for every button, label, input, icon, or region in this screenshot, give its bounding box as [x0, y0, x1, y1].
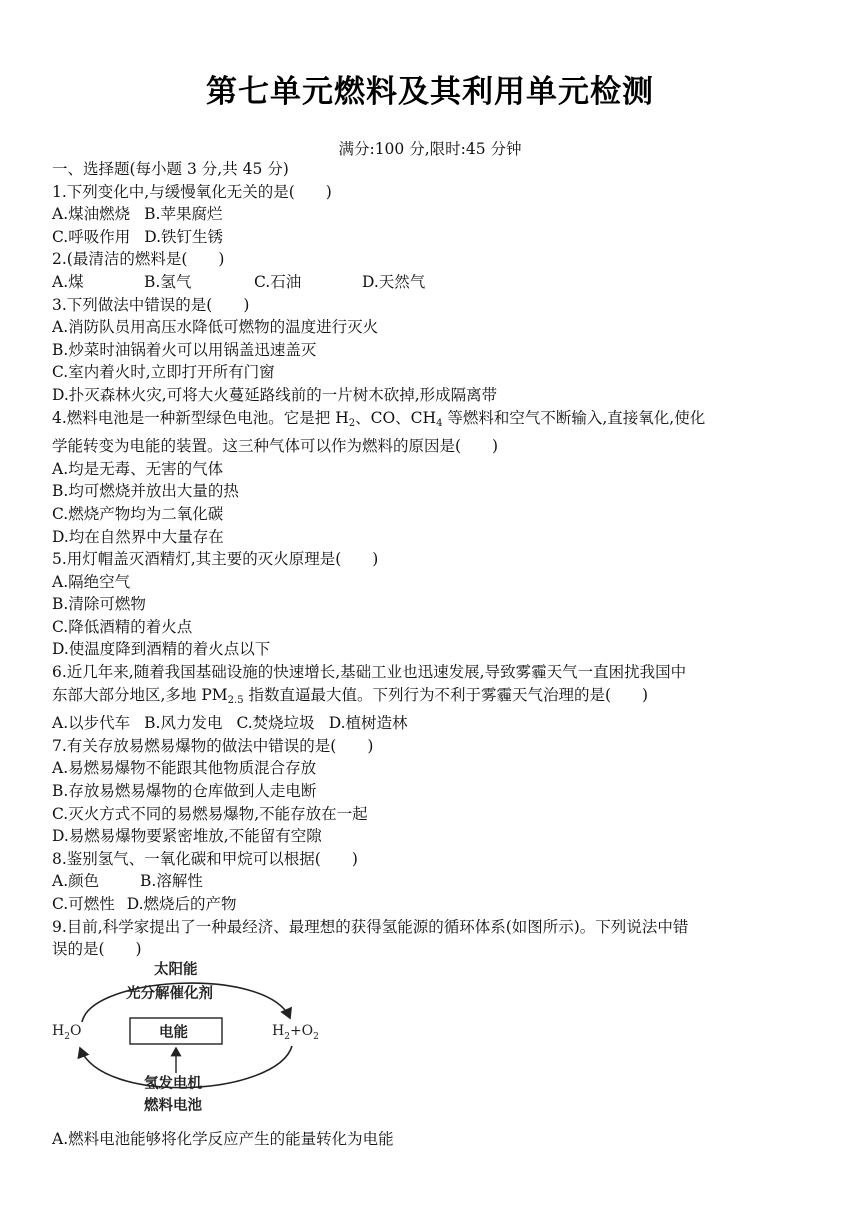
q4-stem-part2: 、CO、CH: [355, 408, 437, 427]
label-hydrogen-generator: 氢发电机: [144, 1076, 202, 1092]
q6-option-b: B.风力发电: [144, 714, 223, 733]
q1-option-c: C.呼吸作用: [52, 227, 131, 246]
question-1-options-cd: [52, 226, 812, 249]
q5-option-c: C.降低酒精的着火点: [52, 617, 193, 636]
question-4-stem-line1: [52, 407, 812, 436]
q5-option-b: B.清除可燃物: [52, 595, 146, 614]
q2-option-d: D.天然气: [362, 272, 426, 291]
q4-ch4-subscript: 4: [436, 417, 443, 429]
q4-option-b: B.均可燃烧并放出大量的热: [52, 482, 239, 501]
q3-option-c: C.室内着火时,立即打开所有门窗: [52, 363, 275, 382]
q9-option-a: A.燃料电池能够将化学反应产生的能量转化为电能: [52, 1130, 394, 1148]
question-6-stem-line1: 6.近几年来,随着我国基础设施的快速增长,基础工业也迅速发展,导致雾霾天气一直困扰我国中: [52, 663, 687, 682]
question-2-stem: 2.(最清洁的燃料是( ): [52, 250, 225, 269]
q8-option-a: A.颜色: [52, 872, 100, 891]
q4-option-d: D.均在自然界中大量存在: [52, 527, 224, 546]
q1-option-d: D.铁钉生锈: [144, 227, 224, 246]
q4-option-c: C.燃烧产物均为二氧化碳: [52, 504, 224, 523]
q6-option-c: C.焚烧垃圾: [236, 714, 315, 733]
question-8-options-ab: [52, 870, 812, 893]
q2-option-b: B.氢气: [144, 272, 192, 291]
q4-stem-part3: 等燃料和空气不断输入,直接氧化,使化: [442, 408, 706, 427]
q1-option-b: B.苹果腐烂: [144, 205, 223, 224]
q3-option-b: B.炒菜时油锅着火可以用锅盖迅速盖灭: [52, 340, 317, 359]
q6-option-d: D.植树造林: [328, 714, 408, 733]
q7-option-a: A.易燃易爆物不能跟其他物质混合存放: [52, 759, 317, 778]
question-7-stem: 7.有关存放易燃易爆物的做法中错误的是( ): [52, 736, 374, 755]
label-electric-energy: 电能: [159, 1025, 188, 1041]
q6-stem-part2: 指数直逼最大值。下列行为不利于雾霾天气治理的是( ): [243, 685, 649, 704]
question-5-stem: 5.用灯帽盖灭酒精灯,其主要的灭火原理是( ): [52, 550, 379, 569]
label-water: $H_2O$: [52, 1023, 82, 1042]
q5-option-d: D.使温度降到酒精的着火点以下: [52, 640, 271, 659]
hydrogen-cycle-diagram: [52, 956, 332, 1118]
q1-option-a: A.煤油燃烧: [52, 205, 131, 224]
question-1-options-ab: [52, 203, 812, 226]
label-hydrogen-oxygen: $H_2+O_2$: [272, 1023, 319, 1042]
q2-option-a: A.煤: [52, 272, 84, 291]
q8-option-c: C.可燃性: [52, 895, 115, 913]
label-solar-energy: 太阳能: [154, 962, 198, 978]
question-body: [52, 158, 812, 961]
question-6-stem-line2: [52, 684, 812, 713]
q4-option-a: A.均是无毒、无害的气体: [52, 459, 224, 478]
question-3-stem: 3.下列做法中错误的是( ): [52, 295, 250, 314]
label-fuel-cell: 燃料电池: [144, 1098, 202, 1114]
question-8-options-cd: [52, 893, 812, 916]
label-photocatalyst: 光分解催化剂: [126, 986, 213, 1002]
q7-option-c: C.灭火方式不同的易燃易爆物,不能存放在一起: [52, 804, 368, 823]
q3-option-d: D.扑灭森林火灾,可将大火蔓延路线前的一片树木砍掉,形成隔离带: [52, 385, 498, 404]
question-2-options: [52, 271, 812, 294]
q6-stem-part1: 东部大部分地区,多地 PM: [52, 685, 228, 704]
q6-option-a: A.以步代车: [52, 714, 131, 733]
q2-option-c: C.石油: [254, 272, 302, 291]
question-9-stem-line2: 误的是( ): [52, 940, 142, 959]
q5-option-a: A.隔绝空气: [52, 572, 131, 591]
question-4-stem-line2: 学能转变为电能的装置。这三种气体可以作为燃料的原因是( ): [52, 437, 499, 456]
q8-option-d: D.燃烧后的产物: [126, 895, 237, 913]
q7-option-b: B.存放易燃易爆物的仓库做到人走电断: [52, 782, 317, 801]
q4-stem-part1: 4.燃料电池是一种新型绿色电池。它是把 H: [52, 408, 349, 427]
question-6-options: [52, 712, 812, 735]
q3-option-a: A.消防队员用高压水降低可燃物的温度进行灭火: [52, 318, 379, 337]
question-8-stem: 8.鉴别氢气、一氧化碳和甲烷可以根据( ): [52, 849, 358, 868]
q6-pm-subscript: 2.5: [227, 694, 244, 706]
question-9-stem-line1: 9.目前,科学家提出了一种最经济、最理想的获得氢能源的循环体系(如图所示)。下列说法中错: [52, 917, 689, 936]
q8-option-b: B.溶解性: [140, 872, 203, 891]
q4-h2-subscript: 2: [348, 417, 356, 429]
page-title: 第七单元燃料及其利用单元检测: [206, 74, 654, 110]
question-1-stem: 1.下列变化中,与缓慢氧化无关的是( ): [52, 182, 332, 201]
q7-option-d: D.易燃易爆物要紧密堆放,不能留有空隙: [52, 827, 322, 846]
exam-info: 满分:100 分,限时:45 分钟: [338, 140, 522, 158]
section-heading: 一、选择题(每小题 3 分,共 45 分): [52, 160, 289, 178]
